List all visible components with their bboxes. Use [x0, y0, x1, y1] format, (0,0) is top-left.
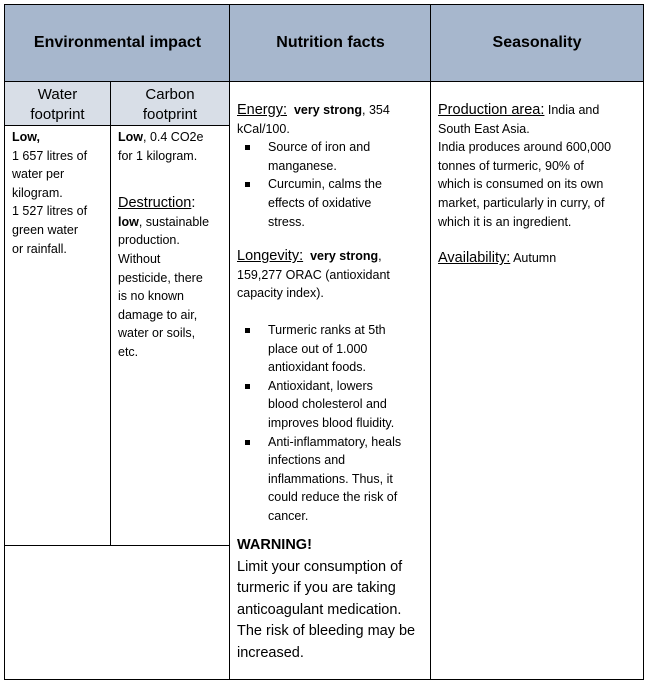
bullet-line: antioxidant foods.	[268, 360, 366, 375]
bullet-line: place out of 1.000	[268, 341, 368, 356]
carbon-low: Low	[118, 130, 143, 144]
destruction-line: production.	[118, 233, 180, 248]
header-environmental-impact: Environmental impact	[5, 5, 230, 81]
carbon-line: for 1 kilogram.	[118, 148, 198, 163]
longevity-value-line2: 159,277 ORAC (antioxidant	[237, 267, 390, 282]
list-item	[237, 321, 429, 377]
production-line: India produces around 600,000	[438, 140, 612, 155]
bullet-line: Curcumin, calms the	[268, 177, 382, 192]
bullet-line: Anti-inflammatory, heals	[268, 434, 402, 449]
bullet-icon	[245, 182, 250, 187]
destruction-line: , sustainable	[138, 214, 210, 229]
destruction-line: Without	[118, 251, 161, 266]
energy-value-line2: kCal/100.	[237, 121, 290, 136]
list-item	[237, 175, 429, 231]
bullet-line: effects of oxidative	[268, 195, 372, 210]
water-footprint-text	[12, 128, 110, 258]
energy-bullet-list	[237, 138, 429, 231]
carbon-label-line1: Carbon	[145, 86, 195, 103]
water-line: water per	[12, 167, 65, 182]
bullet-line: Antioxidant, lowers	[268, 378, 373, 393]
divider	[4, 545, 230, 546]
water-line: or rainfall.	[12, 241, 67, 256]
production-line: which is consumed on its own	[438, 177, 604, 192]
production-area-value: India and	[544, 103, 600, 117]
carbon-footprint-text	[118, 128, 230, 362]
bullet-line: Source of iron and	[268, 140, 371, 155]
bullet-line: improves blood fluidity.	[268, 415, 395, 430]
water-line: green water	[12, 222, 79, 237]
energy-strength: very strong	[293, 103, 363, 117]
header-nutrition-facts: Nutrition facts	[230, 5, 431, 81]
warning-line: The risk of bleeding may be	[237, 623, 416, 640]
destruction-low: low	[118, 214, 139, 229]
bullet-line: manganese.	[268, 158, 337, 173]
water-label-line1: Water	[37, 86, 78, 103]
destruction-title: Destruction	[118, 195, 192, 212]
warning-block	[237, 535, 429, 664]
production-line: which it is an ingredient.	[438, 214, 572, 229]
bullet-line: Turmeric ranks at 5th	[268, 322, 386, 337]
divider	[110, 81, 111, 545]
energy-title: Energy:	[237, 102, 287, 118]
longevity-value-line3: capacity index).	[237, 286, 324, 301]
destruction-line: etc.	[118, 344, 139, 359]
divider	[4, 125, 230, 126]
subheader-water-footprint	[5, 82, 110, 125]
water-line: 1 657 litres of	[12, 148, 88, 163]
warning-line: turmeric if you are taking	[237, 580, 396, 597]
availability-title: Availability:	[438, 250, 511, 267]
seasonality-text	[438, 101, 642, 268]
bullet-icon	[245, 440, 250, 445]
carbon-label-line2: footprint	[142, 106, 198, 123]
bullet-icon	[245, 384, 250, 389]
water-line: kilogram.	[12, 185, 63, 200]
bullet-line: blood cholesterol and	[268, 397, 387, 412]
warning-line: increased.	[237, 644, 304, 661]
production-line: tonnes of turmeric, 90% of	[438, 158, 584, 173]
warning-line: anticoagulant medication.	[237, 601, 402, 618]
header-seasonality: Seasonality	[431, 5, 643, 81]
destruction-line: pesticide, there	[118, 270, 203, 285]
production-line: South East Asia.	[438, 121, 530, 136]
divider	[430, 4, 431, 680]
destruction-colon: :	[191, 195, 196, 212]
destruction-line: water or soils,	[118, 326, 196, 341]
bullet-line: could reduce the risk of	[268, 490, 398, 505]
bullet-line: infections and	[268, 453, 346, 468]
list-item	[237, 433, 429, 526]
longevity-value: ,	[378, 249, 382, 264]
list-item	[237, 377, 429, 433]
production-area-title: Production area:	[438, 102, 545, 118]
destruction-line: is no known	[118, 289, 185, 304]
list-item	[237, 138, 429, 175]
bullet-line: cancer.	[268, 508, 309, 523]
warning-line: Limit your consumption of	[237, 558, 403, 575]
bullet-line: inflammations. Thus, it	[268, 471, 393, 486]
nutrition-text	[237, 101, 429, 664]
carbon-value: , 0.4 CO2e	[143, 130, 204, 144]
divider	[4, 81, 644, 82]
longevity-bullet-list	[237, 321, 429, 526]
bullet-icon	[245, 145, 250, 150]
water-label-line2: footprint	[30, 106, 85, 123]
availability-value: Autumn	[510, 251, 557, 266]
water-line: 1 527 litres of	[12, 204, 88, 219]
bullet-icon	[245, 328, 250, 333]
subheader-carbon-footprint	[111, 82, 229, 125]
production-line: market, particularly in curry, of	[438, 195, 605, 210]
water-low: Low,	[12, 130, 41, 144]
warning-title: WARNING!	[237, 537, 312, 554]
longevity-title: Longevity:	[237, 248, 304, 265]
destruction-line: damage to air,	[118, 307, 198, 322]
longevity-strength: very strong	[310, 249, 379, 264]
bullet-line: stress.	[268, 214, 305, 229]
energy-value: , 354	[362, 103, 390, 117]
